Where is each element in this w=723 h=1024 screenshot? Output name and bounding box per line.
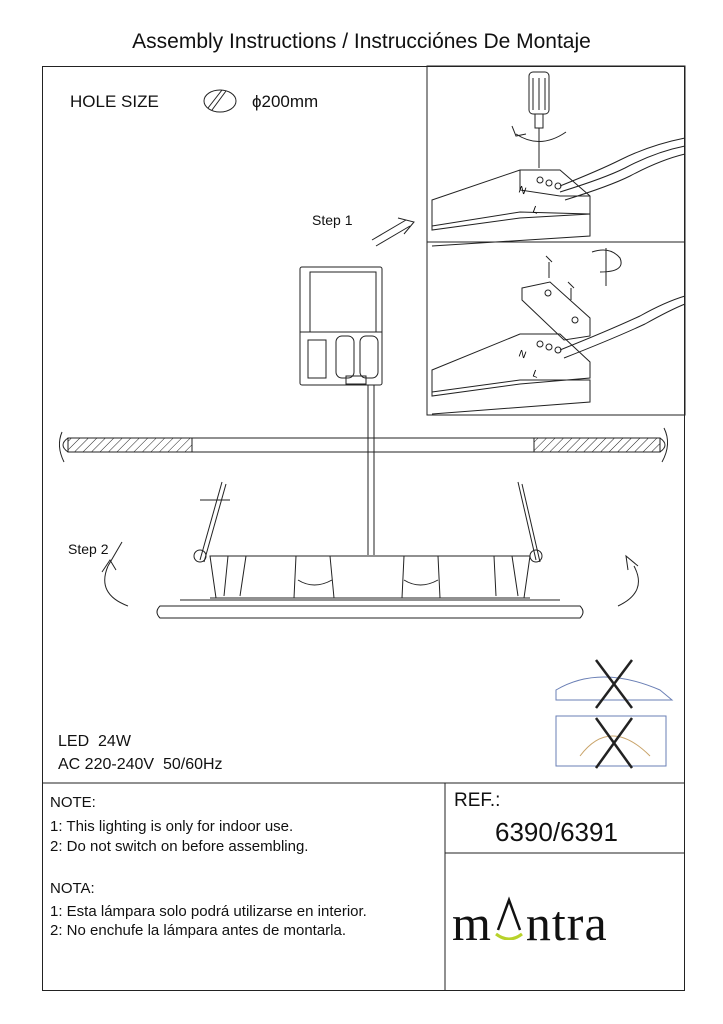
logo-right-text: ntra (525, 895, 608, 951)
step2-right-arrow-icon (618, 556, 638, 606)
hole-size-label: HOLE SIZE (70, 92, 159, 111)
ref-label: REF.: (454, 790, 501, 811)
screwdriver-icon (512, 72, 566, 168)
ref-value: 6390/6391 (495, 817, 618, 847)
spring-clip-right (518, 482, 542, 562)
driver-terminal-block (432, 170, 590, 246)
hole-size-value: ϕ200mm (252, 92, 319, 111)
terminal-l-label: L (530, 204, 540, 217)
step1-label: Step 1 (312, 212, 353, 228)
incorrect-install-thumbnail-1 (556, 660, 672, 708)
spring-clip-left (194, 482, 230, 562)
terminal-l-label-2: L (530, 368, 540, 381)
logo-left-text: m (452, 895, 492, 951)
spec-power: LED 24W (58, 733, 131, 750)
ceiling-section (59, 428, 667, 462)
hole-size-icon (204, 90, 236, 112)
terminal-n-label: N (516, 184, 528, 198)
cable-clamp (522, 248, 621, 340)
note-heading: NOTE: (50, 794, 96, 811)
led-driver-box (300, 267, 382, 385)
power-cable (560, 138, 685, 200)
nota-line: 2: No enchufe la lámpara antes de montarla. (50, 922, 347, 939)
driver-terminal-block-2 (432, 296, 685, 414)
step2-label: Step 2 (68, 541, 109, 557)
logo-accent-icon (492, 888, 526, 952)
note-line: 1: This lighting is only for indoor use. (50, 818, 294, 835)
step1-arrow-icon (372, 218, 414, 246)
page-title: Assembly Instructions / Instrucciónes De Montaje (132, 30, 591, 53)
spec-voltage: AC 220-240V 50/60Hz (58, 756, 223, 773)
nota-heading: NOTA: (50, 880, 95, 897)
terminal-n-label-2: N (516, 348, 528, 362)
incorrect-install-thumbnail-2 (556, 716, 666, 768)
nota-line: 1: Esta lámpara solo podrá utilizarse en interior. (50, 903, 367, 920)
mantra-logo (452, 888, 608, 952)
downlight-fixture (157, 556, 583, 618)
note-line: 2: Do not switch on before assembling. (50, 838, 309, 855)
inset-clamp-frame (427, 242, 685, 415)
